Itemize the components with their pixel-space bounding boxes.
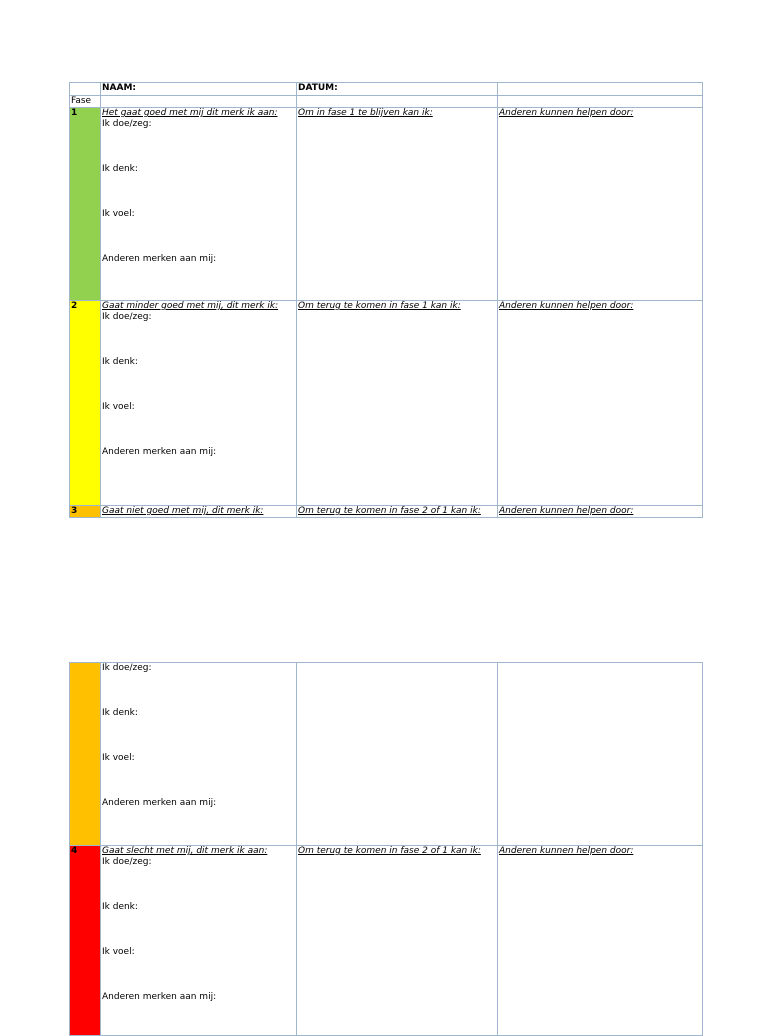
prompt-doe: Ik doe/zeg: xyxy=(102,312,152,322)
phase-4-signals-cell[interactable] xyxy=(101,846,297,1036)
fase-row-blank xyxy=(498,96,703,108)
phase-number-3: 3 xyxy=(70,506,101,518)
prompt-denk: Ik denk: xyxy=(102,164,138,174)
fase-row-blank xyxy=(297,96,498,108)
phase-2-signals-cell[interactable] xyxy=(101,301,297,506)
phase-3-actions-heading: Om terug te komen in fase 2 of 1 kan ik: xyxy=(298,506,481,516)
phase-3-signals-heading: Gaat niet goed met mij, dit merk ik: xyxy=(102,506,264,516)
prompt-denk: Ik denk: xyxy=(102,902,138,912)
phase-3-actions-heading-cell[interactable] xyxy=(297,506,498,518)
phase-3-help-cell[interactable] xyxy=(498,663,703,846)
phase-row-3-body xyxy=(70,663,703,846)
phase-4-help-cell[interactable] xyxy=(498,846,703,1036)
prompt-voel: Ik voel: xyxy=(102,947,135,957)
crisis-plan-table-page-1 xyxy=(69,82,703,518)
phase-2-signals-heading: Gaat minder goed met mij, dit merk ik: xyxy=(102,301,279,311)
prompt-doe: Ik doe/zeg: xyxy=(102,857,152,867)
phase-1-actions-heading: Om in fase 1 te blijven kan ik: xyxy=(298,108,433,118)
phase-3-actions-cell[interactable] xyxy=(297,663,498,846)
phase-number-4: 4 xyxy=(70,846,101,1036)
phase-1-actions-cell[interactable] xyxy=(297,108,498,301)
fase-row xyxy=(70,96,703,108)
prompt-doe: Ik doe/zeg: xyxy=(102,663,152,673)
phase-number-2: 2 xyxy=(70,301,101,506)
prompt-doe: Ik doe/zeg: xyxy=(102,119,152,129)
prompt-denk: Ik denk: xyxy=(102,357,138,367)
phase-1-help-heading: Anderen kunnen helpen door: xyxy=(499,108,634,118)
phase-4-actions-cell[interactable] xyxy=(297,846,498,1036)
prompt-voel: Ik voel: xyxy=(102,753,135,763)
header-row xyxy=(70,83,703,96)
phase-4-actions-heading: Om terug te komen in fase 2 of 1 kan ik: xyxy=(298,846,481,856)
phase-2-actions-heading: Om terug te komen in fase 1 kan ik: xyxy=(298,301,461,311)
phase-row-1 xyxy=(70,108,703,301)
phase-1-help-cell[interactable] xyxy=(498,108,703,301)
phase-4-help-heading: Anderen kunnen helpen door: xyxy=(499,846,634,856)
phase-row-4 xyxy=(70,846,703,1036)
prompt-denk: Ik denk: xyxy=(102,708,138,718)
prompt-anderen: Anderen merken aan mij: xyxy=(102,798,217,808)
prompt-voel: Ik voel: xyxy=(102,402,135,412)
naam-label: NAAM: xyxy=(101,83,297,96)
phase-row-3-header xyxy=(70,506,703,518)
prompt-voel: Ik voel: xyxy=(102,209,135,219)
phase-1-signals-cell[interactable] xyxy=(101,108,297,301)
fase-label: Fase xyxy=(70,96,101,108)
phase-3-signals-heading-cell[interactable] xyxy=(101,506,297,518)
phase-3-help-heading: Anderen kunnen helpen door: xyxy=(499,506,634,516)
phase-number-1: 1 xyxy=(70,108,101,301)
header-empty-cell xyxy=(70,83,101,96)
prompt-anderen: Anderen merken aan mij: xyxy=(102,447,217,457)
prompt-anderen: Anderen merken aan mij: xyxy=(102,254,217,264)
phase-1-signals-heading: Het gaat goed met mij dit merk ik aan: xyxy=(102,108,278,118)
phase-3-signals-cell[interactable] xyxy=(101,663,297,846)
header-blank-cell xyxy=(498,83,703,96)
phase-3-help-heading-cell[interactable] xyxy=(498,506,703,518)
prompt-anderen: Anderen merken aan mij: xyxy=(102,992,217,1002)
phase-2-help-heading: Anderen kunnen helpen door: xyxy=(499,301,634,311)
phase-2-help-cell[interactable] xyxy=(498,301,703,506)
phase-row-2 xyxy=(70,301,703,506)
phase-3-color-cell xyxy=(70,663,101,846)
crisis-plan-table-page-2 xyxy=(69,662,703,1036)
fase-row-blank xyxy=(101,96,297,108)
phase-4-signals-heading: Gaat slecht met mij, dit merk ik aan: xyxy=(102,846,268,856)
phase-2-actions-cell[interactable] xyxy=(297,301,498,506)
datum-label: DATUM: xyxy=(297,83,498,96)
